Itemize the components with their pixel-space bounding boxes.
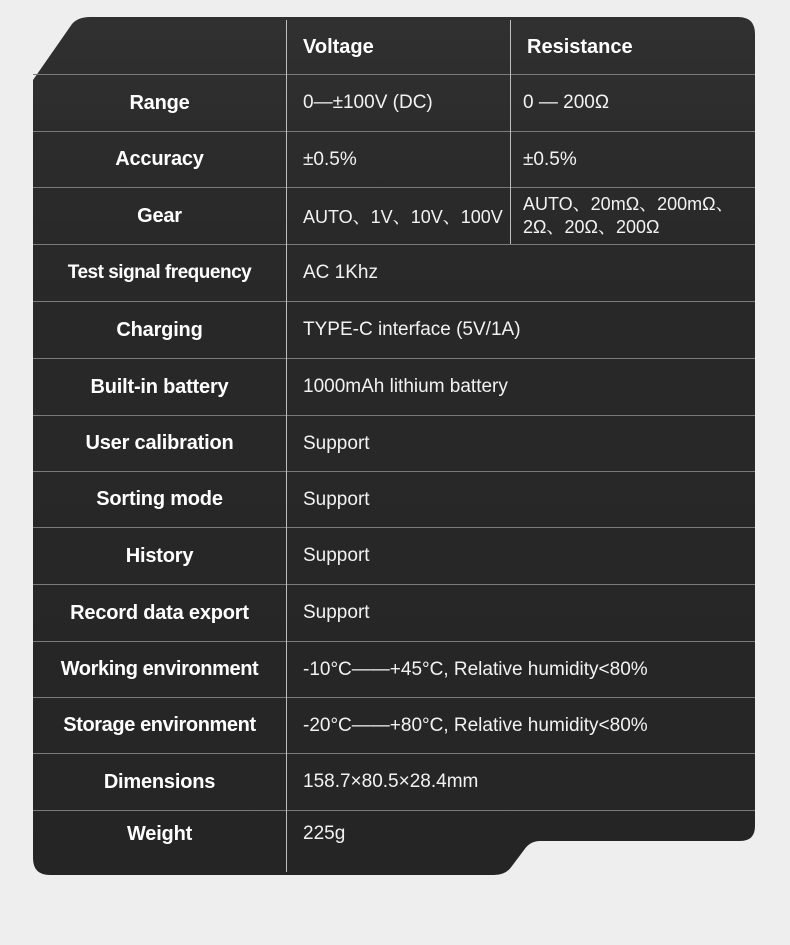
header-voltage: Voltage <box>303 35 374 58</box>
row-label-test-signal-frequency: Test signal frequency <box>67 262 252 283</box>
row-label-record-data-export: Record data export <box>70 601 249 624</box>
row-label-working-environment: Working environment <box>60 658 259 680</box>
history-value: Support <box>303 545 370 566</box>
range-voltage-value: 0—±100V (DC) <box>303 92 433 113</box>
built-in-battery-value: 1000mAh lithium battery <box>303 376 508 397</box>
charging-value: TYPE-C interface (5V/1A) <box>303 319 521 340</box>
row-label-dimensions: Dimensions <box>103 770 216 793</box>
working-environment-value: -10°C——+45°C, Relative humidity<80% <box>303 658 648 680</box>
accuracy-voltage-value: ±0.5% <box>303 148 357 170</box>
record-data-export-value: Support <box>303 602 370 623</box>
row-label-range: Range <box>129 91 190 114</box>
user-calibration-value: Support <box>303 432 370 454</box>
row-label-built-in-battery: Built-in battery <box>90 375 229 398</box>
gear-voltage-value: AUTO、1V、10V、100V <box>303 207 503 227</box>
row-label-gear: Gear <box>137 204 182 227</box>
row-label-charging: Charging <box>116 318 203 341</box>
header-resistance: Resistance <box>527 35 633 58</box>
gear-resistance-value: AUTO、20mΩ、200mΩ、2Ω、20Ω、200Ω <box>523 194 734 237</box>
accuracy-resistance-value: ±0.5% <box>523 148 577 170</box>
sorting-mode-value: Support <box>303 488 370 510</box>
row-label-sorting-mode: Sorting mode <box>96 488 223 510</box>
storage-environment-value: -20°C——+80°C, Relative humidity<80% <box>303 714 648 736</box>
row-label-storage-environment: Storage environment <box>63 714 256 736</box>
weight-value: 225g <box>303 823 346 844</box>
range-resistance-value: 0 — 200Ω <box>523 92 610 113</box>
row-label-weight: Weight <box>126 822 193 845</box>
dimensions-value: 158.7×80.5×28.4mm <box>303 771 479 792</box>
row-label-history: History <box>125 544 194 567</box>
row-label-accuracy: Accuracy <box>115 148 204 170</box>
row-label-user-calibration: User calibration <box>85 432 234 454</box>
test-signal-frequency-value: AC 1Khz <box>303 262 378 283</box>
